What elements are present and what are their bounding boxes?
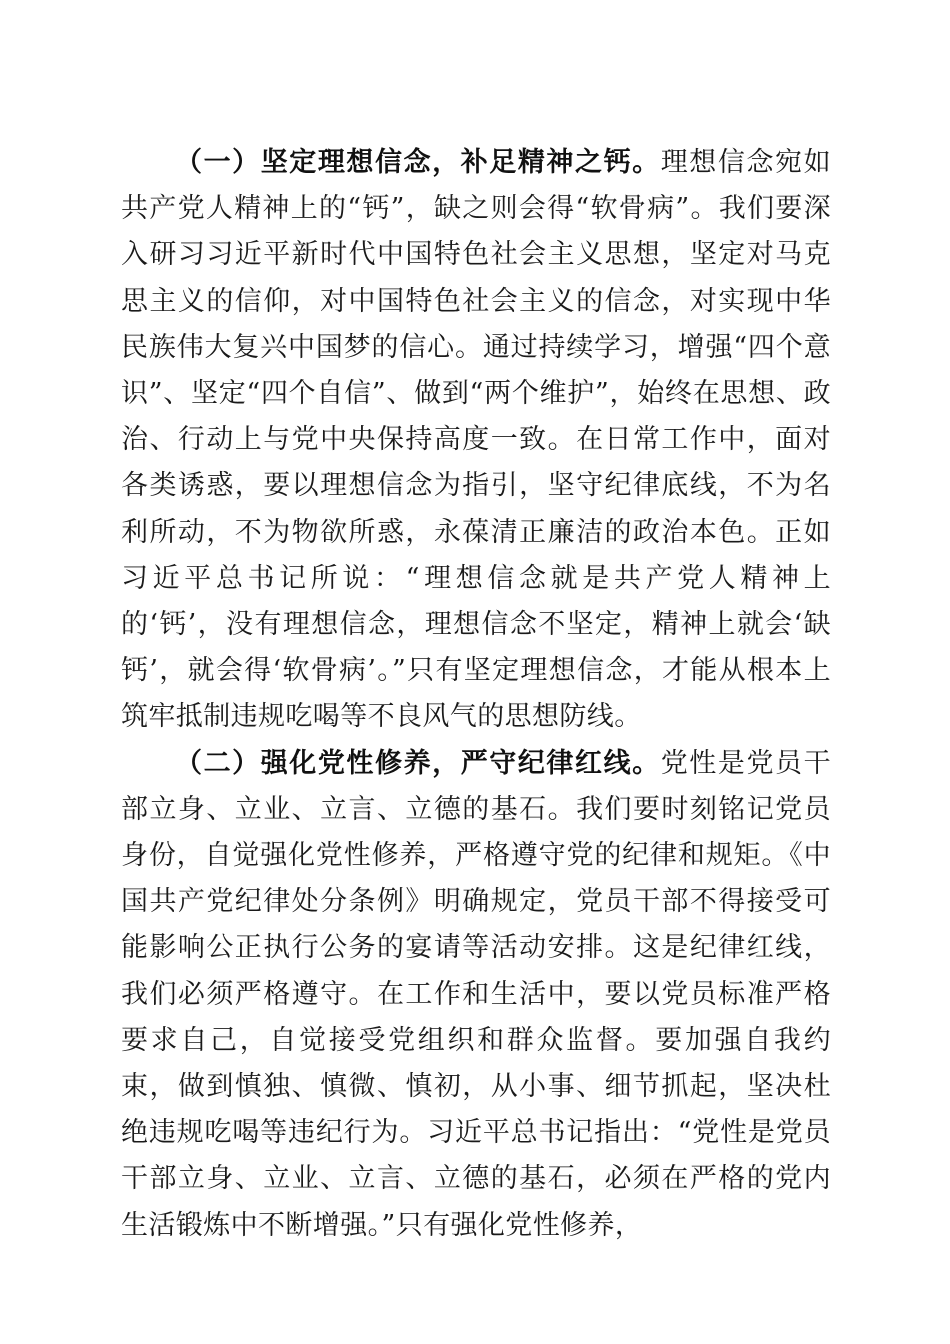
paragraph-section-1 — [121, 140, 831, 741]
paragraph-section-2 — [121, 741, 831, 1249]
section-2-heading: （二）强化党性修养，严守纪律红线。 — [175, 747, 661, 779]
section-2-body: 党性是党员干部立身、立业、立言、立德的基石。我们要时刻铭记党员身份，自觉强化党性修养，严格遵守党的纪律和规矩。《中国共产党纪律处分条例》明确规定，党员干部不得接受可能影响公正执行公务的宴请等活动安排。这是纪律红线，我们必须严格遵守。在工作和生活中，要以党员标准严格要求自己，自觉接受党组织和群众监督。要加强自我约束，做到慎独、慎微、慎初，从小事、细节抓起，坚决杜绝违规吃喝等违纪行为。习近平总书记指出：“党性是党员干部立身、立业、立言、立德的基石，必须在严格的党内生活锻炼中不断增强。”只有强化党性修养， — [121, 747, 831, 1241]
section-1-body: 理想信念宛如共产党人精神上的“钙”，缺之则会得“软骨病”。我们要深入研习习近平新时代中国特色社会主义思想，坚定对马克思主义的信仰，对中国特色社会主义的信念，对实现中华民族伟大复兴中国梦的信心。通过持续学习，增强“四个意识”、坚定“四个自信”、做到“两个维护”，始终在思想、政治、行动上与党中央保持高度一致。在日常工作中，面对各类诱惑，要以理想信念为指引，坚守纪律底线，不为名利所动，不为物欲所惑，永葆清正廉洁的政治本色。正如习近平总书记所说：“理想信念就是共产党人精神上的‘钙’，没有理想信念，理想信念不坚定，精神上就会‘缺钙’，就会得‘软骨病’。”只有坚定理想信念，才能从根本上筑牢抵制违规吃喝等不良风气的思想防线。 — [121, 147, 831, 733]
section-1-heading: （一）坚定理想信念，补足精神之钙。 — [175, 147, 661, 178]
document-body — [121, 140, 831, 1249]
